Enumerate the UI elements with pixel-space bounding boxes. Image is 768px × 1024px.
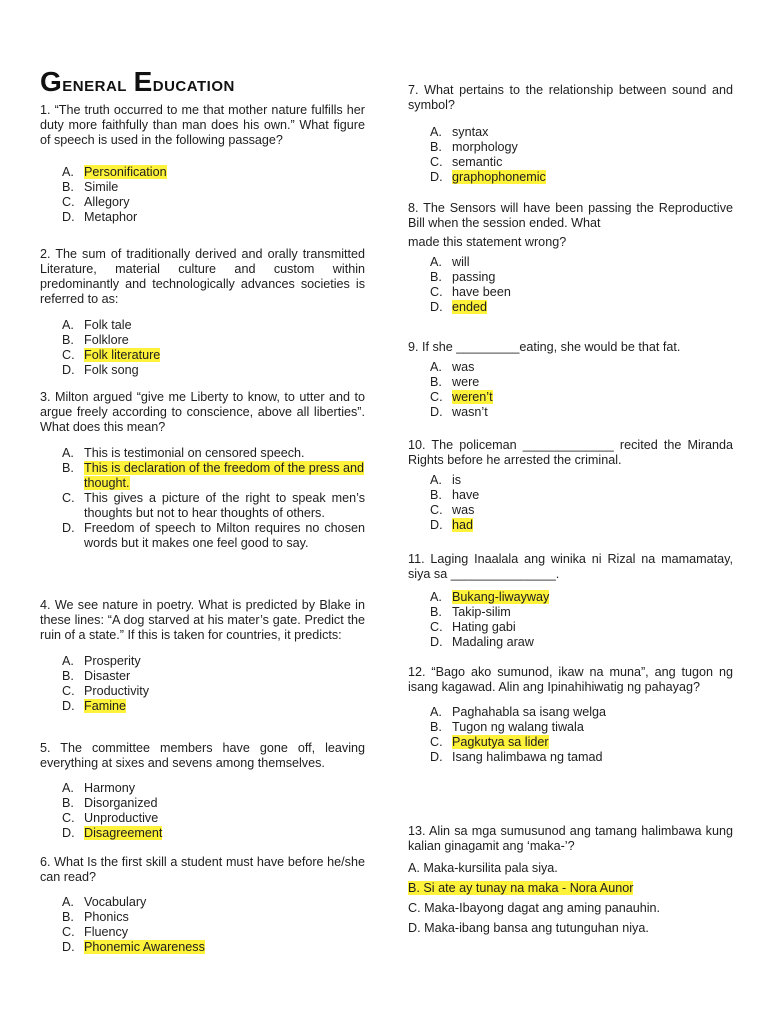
option-a [430, 125, 733, 140]
option-d [430, 170, 733, 185]
option-text: Isang halimbawa ng tamad [452, 750, 603, 764]
option-letter: D. [430, 405, 443, 419]
option-letter: A. [430, 590, 442, 604]
option-list [62, 895, 365, 955]
option-text: Metaphor [84, 210, 138, 224]
option-a [430, 255, 733, 270]
question-13 [408, 824, 733, 936]
option-letter: B. [430, 140, 442, 154]
option-letter: A. [62, 654, 74, 668]
option-d [62, 521, 365, 551]
option-letter: D. [430, 518, 443, 532]
option-letter: C. [62, 925, 75, 939]
option-c [62, 195, 365, 210]
option-letter: B. [430, 270, 442, 284]
option-letter: D. [430, 635, 443, 649]
option-b [62, 461, 365, 491]
option-c [430, 503, 733, 518]
option-a [62, 318, 365, 333]
option-text: Tugon ng walang tiwala [452, 720, 584, 734]
option-c [62, 811, 365, 826]
option-list [62, 781, 365, 841]
option-text: Vocabulary [84, 895, 147, 909]
option-d [430, 635, 733, 650]
option-text: This is testimonial on censored speech. [84, 446, 305, 460]
option-text: have been [452, 285, 511, 299]
option-letter: B. [62, 796, 74, 810]
question-stem: 3. Milton argued “give me Liberty to know, to utter and to argue freely according to conscience, above all liberties”. What does this mean? [40, 390, 365, 434]
option-d [430, 750, 733, 765]
option-text-answer: Folk literature [84, 348, 161, 362]
option-list [430, 705, 733, 765]
question-stem: 12. “Bago ako sumunod, ikaw na muna”, ang tugon ng isang kagawad. Alin ang Ipinahihiwatig ng pahayag? [408, 665, 733, 694]
option-list [430, 255, 733, 315]
option-letter: A. [430, 125, 442, 139]
option-letter: D. [62, 826, 75, 840]
option-a [62, 446, 365, 461]
option-c [430, 735, 733, 750]
option-list [62, 446, 365, 551]
title-first-rest: eneral [62, 71, 127, 96]
option-list [408, 861, 733, 936]
option-b [62, 796, 365, 811]
option-text: Freedom of speech to Milton requires no chosen words but it makes one feel good to say. [84, 521, 365, 550]
option-letter: C. [430, 390, 443, 404]
option-list [430, 125, 733, 185]
option-letter: C. [62, 348, 75, 362]
question-4 [40, 598, 365, 714]
option-b [430, 270, 733, 285]
option-a [62, 781, 365, 796]
option-list [430, 590, 733, 650]
option-letter: A. [62, 781, 74, 795]
option-letter: C. [430, 620, 443, 634]
question-stem: 8. The Sensors will have been passing the Reproductive Bill when the session ended. What [408, 201, 733, 230]
option-d [430, 405, 733, 420]
option-text: Maka-Ibayong dagat ang aming panauhin. [424, 901, 661, 915]
option-text: Fluency [84, 925, 129, 939]
page-title [40, 66, 235, 100]
option-letter: B. [62, 669, 74, 683]
option-letter: B. [62, 180, 74, 194]
option-text: Simile [84, 180, 119, 194]
option-d [408, 921, 733, 936]
option-a [430, 705, 733, 720]
option-b [430, 140, 733, 155]
option-text: syntax [452, 125, 489, 139]
option-text: have [452, 488, 480, 502]
option-text-answer: Bukang-liwayway [452, 590, 550, 604]
question-3 [40, 390, 365, 551]
option-text: is [452, 473, 462, 487]
option-c [408, 901, 733, 916]
option-a [430, 590, 733, 605]
option-letter: B. [62, 461, 74, 475]
question-11 [408, 552, 733, 650]
option-letter: D. [62, 940, 75, 954]
option-text: Disorganized [84, 796, 158, 810]
option-d [62, 699, 365, 714]
option-text-answer: This is declaration of the freedom of the press and thought. [84, 461, 365, 490]
option-letter: D. [430, 750, 443, 764]
option-text: Paghahabla sa isang welga [452, 705, 607, 719]
option-b [62, 180, 365, 195]
option-text-answer: weren’t [452, 390, 493, 404]
question-9 [408, 340, 733, 420]
option-text-answer: Disagreement [84, 826, 163, 840]
option-b [430, 720, 733, 735]
option-letter: D. [62, 699, 75, 713]
question-stem: 11. Laging Inaalala ang winika ni Rizal na mamamatay, siya sa _______________. [408, 552, 733, 581]
option-letter: C. [62, 491, 75, 505]
question-stem: 10. The policeman _____________ recited the Miranda Rights before he arrested the criminal. [408, 438, 733, 467]
option-text: Unproductive [84, 811, 159, 825]
option-letter: C. [62, 811, 75, 825]
option-b [62, 669, 365, 684]
question-5 [40, 741, 365, 841]
option-letter: C. [430, 155, 443, 169]
option-text: Maka-ibang bansa ang tutunguhan niya. [424, 921, 649, 935]
option-text-answer: graphophonemic [452, 170, 546, 184]
option-text: Disaster [84, 669, 131, 683]
option-text: Prosperity [84, 654, 141, 668]
option-a [62, 165, 365, 180]
option-c [430, 390, 733, 405]
option-text: was [452, 360, 475, 374]
option-list [430, 473, 733, 533]
option-c [430, 155, 733, 170]
option-text-answer: Pagkutya sa lider [452, 735, 549, 749]
option-letter: A. [62, 895, 74, 909]
question-12 [408, 665, 733, 765]
option-letter: B. [62, 910, 74, 924]
option-d [62, 940, 365, 955]
option-list [62, 654, 365, 714]
option-c [430, 285, 733, 300]
option-letter: B. [430, 488, 442, 502]
question-stem: 7. What pertains to the relationship between sound and symbol? [408, 83, 733, 112]
option-text-answer: Si ate ay tunay na maka - Nora Aunor [423, 881, 634, 895]
title-second-initial: E [133, 66, 153, 97]
option-letter: C. [430, 735, 443, 749]
option-c [62, 684, 365, 699]
option-a [430, 360, 733, 375]
option-letter: A. [430, 255, 442, 269]
option-b [430, 488, 733, 503]
question-10 [408, 438, 733, 533]
question-7 [408, 83, 733, 185]
question-stem: 1. “The truth occurred to me that mother nature fulfills her duty more faithfully than man does his own.” What figure of speech is used in the following passage? [40, 103, 365, 147]
option-letter: D. [430, 300, 443, 314]
option-letter: B. [430, 605, 442, 619]
option-b [430, 605, 733, 620]
option-letter: D. [62, 521, 75, 535]
option-text-answer: Phonemic Awareness [84, 940, 205, 954]
option-letter: A. [62, 446, 74, 460]
option-text: Allegory [84, 195, 130, 209]
option-text: semantic [452, 155, 503, 169]
option-letter: A. [62, 318, 74, 332]
question-stem: 4. We see nature in poetry. What is predicted by Blake in these lines: “A dog starved at his mater’s gate. Predict the ruin of a state.” If this is taken for countries, it predicts: [40, 598, 365, 642]
option-text: passing [452, 270, 496, 284]
option-d [62, 210, 365, 225]
option-list [430, 360, 733, 420]
question-stem: 9. If she _________eating, she would be that fat. [408, 340, 681, 354]
option-a [62, 895, 365, 910]
option-d [430, 518, 733, 533]
option-text: Phonics [84, 910, 129, 924]
option-text: Takip-silim [452, 605, 511, 619]
question-stem: 2. The sum of traditionally derived and orally transmitted Literature, material culture and custom within predominantly and technologically advances societies is referred to as: [40, 247, 365, 306]
option-text: Harmony [84, 781, 136, 795]
question-stem: 6. What Is the first skill a student must have before he/she can read? [40, 855, 365, 884]
option-text: Madaling araw [452, 635, 534, 649]
option-letter: A. [430, 705, 442, 719]
option-d [430, 300, 733, 315]
option-d [62, 363, 365, 378]
option-a [62, 654, 365, 669]
option-text: will [452, 255, 470, 269]
option-letter: A. [430, 473, 442, 487]
option-text-answer: Personification [84, 165, 167, 179]
option-letter: B. [430, 375, 442, 389]
option-text: Maka-kursilita pala siya. [423, 861, 558, 875]
option-text: was [452, 503, 475, 517]
option-letter: C. [408, 901, 421, 915]
option-letter: A. [430, 360, 442, 374]
option-a [430, 473, 733, 488]
option-text: This gives a picture of the right to speak men’s thoughts but not to hear thoughts of others. [84, 491, 365, 520]
option-d [62, 826, 365, 841]
question-stem: 13. Alin sa mga sumusunod ang tamang halimbawa kung kalian ginagamit ang ‘maka-’? [408, 824, 733, 853]
option-text-answer: had [452, 518, 474, 532]
option-c [62, 348, 365, 363]
option-c [62, 491, 365, 521]
option-text: Hating gabi [452, 620, 516, 634]
option-letter: A. [408, 861, 420, 875]
option-letter: D. [62, 210, 75, 224]
question-stem: 5. The committee members have gone off, leaving everything at sixes and sevens among themselves. [40, 741, 365, 770]
option-b [62, 333, 365, 348]
option-text: morphology [452, 140, 518, 154]
question-stem-continuation: made this statement wrong? [408, 235, 567, 249]
title-second-rest: ducation [152, 71, 235, 96]
option-text: were [452, 375, 480, 389]
option-c [430, 620, 733, 635]
option-text: wasn’t [452, 405, 488, 419]
option-text: Folk tale [84, 318, 132, 332]
option-letter: C. [430, 285, 443, 299]
title-first-initial: G [40, 66, 63, 97]
option-b [430, 375, 733, 390]
option-letter: D. [408, 921, 421, 935]
option-text: Productivity [84, 684, 150, 698]
option-text-answer: Famine [84, 699, 126, 713]
option-b [62, 910, 365, 925]
option-list [62, 165, 365, 225]
option-letter: C. [430, 503, 443, 517]
question-1 [40, 103, 365, 225]
question-8 [408, 201, 733, 315]
question-6 [40, 855, 365, 955]
option-letter: D. [62, 363, 75, 377]
option-letter: B. [408, 881, 420, 895]
option-list [62, 318, 365, 378]
option-letter: C. [62, 684, 75, 698]
option-letter: A. [62, 165, 74, 179]
option-letter: C. [62, 195, 75, 209]
question-2 [40, 247, 365, 378]
option-letter: B. [62, 333, 74, 347]
option-text-answer: ended [452, 300, 488, 314]
option-c [62, 925, 365, 940]
option-text: Folklore [84, 333, 129, 347]
option-a [408, 861, 733, 876]
option-text: Folk song [84, 363, 139, 377]
option-b [408, 881, 733, 896]
option-letter: B. [430, 720, 442, 734]
option-letter: D. [430, 170, 443, 184]
